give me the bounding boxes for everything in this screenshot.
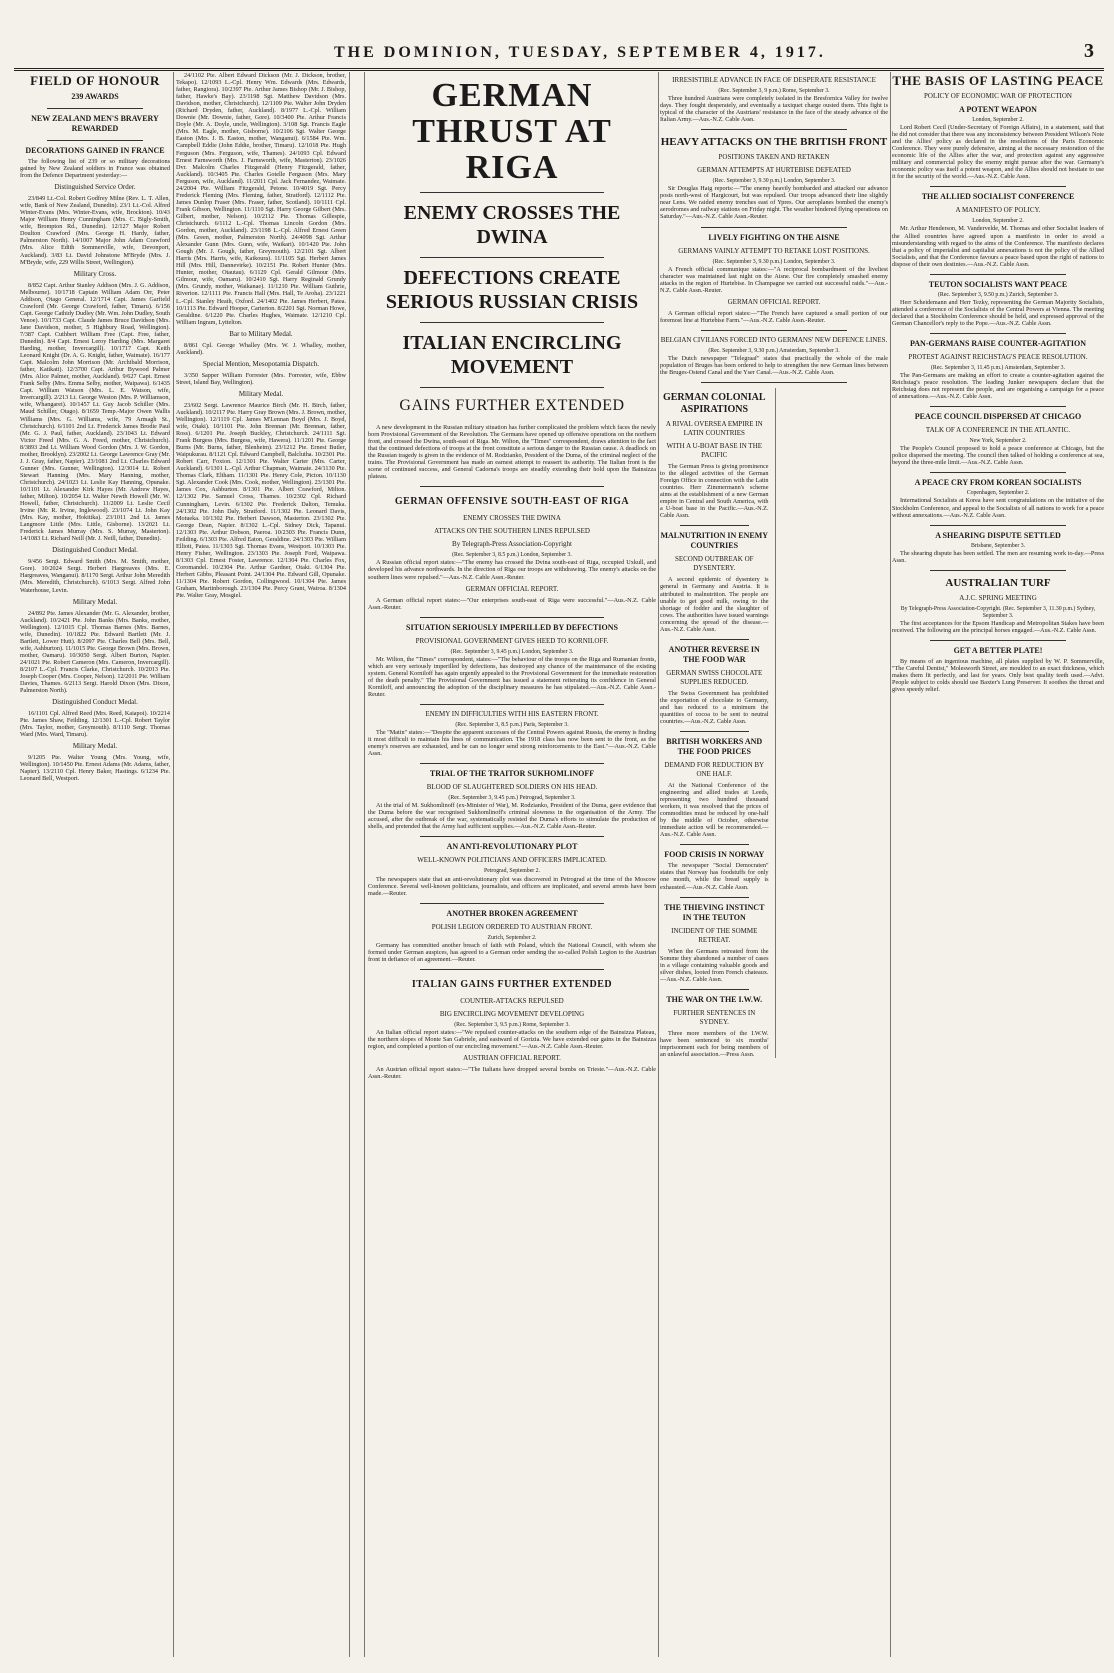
story-subheading: SECOND OUTBREAK OF DYSENTERY. [674, 555, 754, 573]
divider [420, 257, 604, 258]
award-list: 23/849 Lt.-Col. Robert Godfrey Milne (Rev. L. T. Allen, wife, Bank of New Zealand, Dunedin). 23/1 Lt.-Col. Alfred Winter-Evans (Mrs. Winter-Evans, wife, Brockton). 10/43 Major William Henry Cunningham (Mrs. C. Bigly-Smith, wife, Brompton Rd., Dunedin). 12/127 Major Robert Doulton Crawford (Mrs. George H. Hardy, father, Palmerston North). 14/1007 Major John Adam Crawford (Mrs. Alice Edith Sommerville, wife, Devonport, Auckland). 3/83 Lt. David Johnstone M'Bryde (Mrs. J. M'Bryde, wife, 229 Willis Street, Wellington). [20, 195, 170, 266]
story-subheading: TALK OF A CONFERENCE IN THE ATLANTIC. [925, 426, 1071, 435]
newspaper-title: THE DOMINION, TUESDAY, SEPTEMBER 4, 1917. [334, 44, 826, 61]
dateline: (Rec. September 3, 11.45 p.m.) Amsterdam, September 3. [930, 364, 1066, 371]
story-text: The newspaper "Social Democraten" states that Norway has foodstuffs for only one month, while the bread supply is exhausted.—Aus.-N.Z. Cable Assn. [660, 862, 769, 891]
story-headline: LIVELY FIGHTING ON THE AISNE [708, 232, 840, 242]
divider [420, 704, 604, 705]
story-text: The first acceptances for the Epsom Handicap and Metropolitan Stakes have been received. The following are the principal horses engaged.—Aus.-N.Z. Cable Assn. [892, 619, 1104, 634]
story-text: An Austrian official report states:—"The Italians have dropped several bombs on Trieste."—Aus.-N.Z. Cable Assn.-Reuter. [368, 1066, 656, 1081]
divider [420, 387, 604, 388]
dateline: (Rec. September 3, 9.5 p.m.) Rome, September 3. [454, 1021, 570, 1028]
deck-headline: ITALIAN ENCIRCLING MOVEMENT [402, 332, 622, 378]
award-list: 9/1205 Pte. Walter Young (Mrs. Young, wife, Wellington). 10/1450 Pte. Ernest Adams (Mr. Adams, father, Napier). 13/2110 Cpl. Henry Baker, Hastings. 6/1234 Pte. Leonard Bell, Westport. [20, 754, 170, 783]
divider [420, 969, 604, 970]
war-news-column [660, 72, 888, 1657]
story-text: The People's Council proposed to hold a peace conference at Chicago, but the police dispersed the meeting. The council then talked of holding a conference at sea, beyond the three-mile limit.—Aus.-N.Z. Cable Assn. [892, 445, 1104, 467]
story-subheading: A POTENT WEAPON [959, 105, 1037, 114]
section-heading: Bar to Military Medal. [229, 329, 293, 338]
divider [420, 192, 604, 193]
story-headline: TEUTON SOCIALISTS WANT PEACE [928, 279, 1068, 289]
story-subheading: GERMANS VAINLY ATTEMPT TO RETAKE LOST POSITIONS. [678, 246, 870, 255]
story-subheading: ATTACKS ON THE SOUTHERN LINES REPULSED [434, 527, 590, 536]
story-headline: FOOD CRISIS IN NORWAY [664, 850, 765, 860]
story-text: A German official report states:—"The French have captured a small portion of our foremost line at Hurtebise Farm."—Aus.-N.Z. Cable Assn.-Reuter. [660, 309, 888, 324]
award-list: 8/852 Capt. Arthur Stanley Addison (Mrs. J. G. Addison, Melbourne). 10/1718 Captain William Adam Orr, Peter Addison, Otago General. 12/1714 Capt. James Garfield Crawford (Mr. George Crawford, father, Timaru). 6/156 Capt. George Cathidy Dudley (Mr. Wm. John Dudley, South Venoe). 10/1733 Capt. Claude James Bruce Davidson (Mrs. Jane Davidson, mother, 5 Highbury Road, Wellington). 7/387 Capt. Cuthbert William Free (Capt. Free, father, Dunedin). 8/4 Capt. Ernest Leroy Harding (Mrs. Margaret Harding, mother, Invercargill). 10/1717 Capt. Keith Leonard Knight (Dr. A. G. Knight, father, Waimate). 16/177 Capt. Malcolm John Morrison (Mr. Archibald Morrison, father, Katikati). 12/3700 Capt. Arthur Bywood Palmer (Mrs. Alice Palmer, mother, Auckland). 9/627 Capt. Ernest Frank Selby (Mrs. Emma Selby, mother, Waipawa). 6/1435 Capt. William Watson (Mrs. L. E. Watson, wife, Invercargill). 2/213 Lt. George Weston (Mrs. P. Williamson, wife, Whangarei). 10/1457 Lt. Guy Jacob Schiller (Mrs. Maud Schiller, Otago). 8/1659 Temp.-Major Owen Wallis Williams (Mrs. G. Williams, wife, 79 Armagh St., Christchurch). 6/1101 2nd Lt. Frederick James Brodie Paul (Mr. G. J. Paul, father, Auckland). 23/1043 Lt. Edward Victor Freed (Mrs. G. A. Freed, mother, Christchurch). 8/3893 2nd Lt. William Wood Gordon (Mrs. J. W. Gordon, mother, Brooklyn). 23/2002 Lt. George Lawrence Gray (Mr. J. J. Gray, father, Napier). 23/1081 2nd Lt. Charles Edward Gunner (Mrs. Gunner, Wellington). 12/3014 Lt. Robert Stewart Hanning (Mrs. Mary Hanning, mother, Christchurch). 24/1023 Lt. Leslie Kay Hanning, Opunake. 10/1101 Lt. Alexander Kirk Hayes (Mr. Andrew Hayes, father, Milton). 10/2054 Lt. Walter Newth Howell (Mr. W. Howell, father, Christchurch). 11/2009 Lt. Leslie Cecil Irvine (Mr. R. Irvine, Inglewood). 23/1074 Lt. John Kay (Mrs. Kay, mother, Hokitika). 23/1011 2nd Lt. James Langmore Little (Mrs. Little, Gisborne). 13/2021 Lt. Frederick James Murray (Mrs. S. Murray, Masterton). 14/1083 Lt. Richard Neill (Mr. J. Neill, father, Dunedin). [20, 281, 170, 543]
story-text: Three more members of the I.W.W. have been sentenced to six months' imprisonment each for being members of an unlawful association.—Press Assn. [660, 1029, 769, 1058]
story-text: A German official report states:—"Our enterprises south-east of Riga were successful."—Aus.-N.Z. Cable Assn.-Reuter. [368, 596, 656, 611]
story-text: A second epidemic of dysentery is general in Germany and Austria. It is attributed to malnutrition. The people are unable to get good milk, owing to the shortage of fodder and the slaughter of cows. The authorities have issued warnings concerning the spread of the disease.—Aus.-N.Z. Cable Assn. [660, 576, 769, 633]
intro-paragraph: The following list of 239 or so military decorations gained by New Zealand soldiers in France was obtained from the Defence Department yesterday:— [20, 158, 170, 180]
story-headline: A SHEARING DISPUTE SETTLED [935, 530, 1061, 540]
story-text: The Pan-Germans are making an effort to create a counter-agitation against the Reichstag's peace resolution. The leading Junker newspapers declare that the Reichstag does not represent the people, and are organising a campaign for a peace of annexations.—Aus.-N.Z. Cable Assn. [892, 372, 1104, 401]
story-text: Sir Douglas Haig reports:—"The enemy heavily bombarded and attacked our advance posts north-west of Hargicourt, but was repulsed. Our troops advanced their line slightly near Lens. We raided enemy trenches east of Ypres. Our aeroplanes bombed the enemy's aerodromes and railway stations on Friday night. The weather hindered flying operations on Saturday."—Aus.-N.Z. Cable Assn.-Reuter. [660, 185, 888, 221]
story-headline: MALNUTRITION IN ENEMY COUNTRIES [660, 531, 769, 551]
dateline: London, September 2. [972, 218, 1024, 225]
dateline: (Rec. September 3, 9 p.m.) Rome, September 3. [718, 88, 830, 94]
peace-column [892, 72, 1104, 1657]
award-list: 3/350 Sapper William Forrester (Mrs. Forrester, wife, Ebbw Street, Island Bay, Wellington). [176, 371, 346, 386]
story-headline: ENEMY IN DIFFICULTIES WITH HIS EASTERN FRONT. [425, 709, 599, 718]
dateline: Zurich, September 2. [487, 934, 537, 941]
section-heading: Special Mention, Mesopotamia Dispatch. [202, 359, 320, 368]
section-heading: Military Medal. [72, 742, 118, 751]
masthead [14, 22, 1104, 71]
section-heading: Distinguished Conduct Medal. [52, 698, 138, 707]
divider [701, 227, 847, 228]
story-subheading: WELL-KNOWN POLITICIANS AND OFFICERS IMPLICATED. [417, 856, 607, 865]
column-rule [890, 72, 891, 1657]
story-subheading: COUNTER-ATTACKS REPULSED [460, 996, 564, 1005]
divider [701, 129, 847, 130]
divider [680, 639, 749, 640]
subcolumn-right [775, 388, 889, 1058]
divider [420, 836, 604, 837]
story-headline: THE WAR ON THE I.W.W. [666, 994, 763, 1004]
dateline: (Rec. September 3, 9.45 p.m.) Petrograd, September 3. [448, 795, 576, 802]
story-subheading: A.J.C. SPRING MEETING [959, 593, 1037, 602]
field-of-honour-heading: FIELD OF HONOUR [30, 73, 160, 88]
divider [930, 472, 1066, 473]
story-text: Germany has committed another breach of faith with Poland, which the National Council, with whom she formed under German auspices, has agreed to a German order sending the so-called Polish Legion to the Austrian front in defiance of an agreement.—Reuter. [368, 941, 656, 963]
dateline: (Rec. September 3, 9.45 p.m.) London, September 3. [450, 648, 574, 655]
divider [680, 731, 749, 732]
story-text: Lord Robert Cecil (Under-Secretary of Foreign Affairs), in a statement, said that he did not consider that there was any inconsistency between President Wilson's Note and the Allies' policy as declared in the resolutions of the Paris Economic Conference. They were purely defensive, aiming at the necessary restoration of the economic life of the Allies after the war, and protection against any aggressive military and commercial policy the enemy might pursue after the war. Germany's economic policy was itself a potent weapon, and the Allies should not hesitate to use it for the security of the world.—Aus.-N.Z. Cable Assn. [892, 124, 1104, 181]
story-headline: THE ALLIED SOCIALIST CONFERENCE [921, 192, 1075, 202]
story-headline: AUSTRALIAN TURF [945, 576, 1051, 589]
divider [420, 903, 604, 904]
story-headline: ANOTHER REVERSE IN THE FOOD WAR [668, 644, 760, 664]
story-text: The German Press is giving prominence to the alleged activities of the German Foreign Office in connection with the Latin countries. Herr Zimmermann's scheme aims at the establishment of a new German empire in Central and South America, with a U-boat base in the Pacific.—Aus.-N.Z. Cable Assn. [660, 463, 769, 520]
story-subheading: POLICY OF ECONOMIC WAR OF PROTECTION [924, 92, 1072, 100]
story-headline: PEACE COUNCIL DISPERSED AT CHICAGO [914, 412, 1082, 422]
story-subheading: GERMAN OFFICIAL REPORT. [465, 584, 559, 593]
award-list: 23/602 Sergt. Lawrence Maurice Birch (Mr. H. Birch, father, Auckland). 10/2117 Pte. Harry Gray Brown (Mrs. J. Brown, mother, Wellington). 12/1119 Cpl. James M'Lennan Boyd (Mrs. J. Boyd, wife, Otaki). 10/1101 Pte. John Brennan (Mr. Brennan, father, Ross). 6/1201 Pte. Joseph Buckley, Christchurch. 24/1111 Sgt. Frank Burgess (Mrs. Burgess, wife, Hawera). 11/1201 Pte. George Burns (Mr. Burns, father, Blenheim). 23/1212 Pte. Ernest Butler, Waipukurau. 8/1121 Cpl. Edward Campbell, Balclutha. 10/2301 Pte. Robert Carr, Foxton. 12/1301 Pte. Walter Carter (Mrs. Carter, Auckland). 6/1301 L.-Cpl. Arthur Chapman, Waimate. 24/1130 Pte. Thomas Clark, Eltham. 11/1301 Pte. Henry Cole, Picton. 10/1130 Sgt. Alexander Cook (Mrs. Cook, mother, Wellington). 23/1301 Pte. James Cox, Ashburton. 8/1301 Pte. Albert Crawford, Milton. 12/1302 Pte. Samuel Cross, Thames. 10/2302 Cpl. Richard Cunningham, Levin. 6/1302 Pte. Frederick Dalton, Temuka. 24/1302 Pte. John Daly, Stratford. 11/1302 Pte. Leonard Davis, Motueka. 10/1302 Pte. Herbert Dawson, Masterton. 23/1302 Pte. George Dean, Napier. 8/1302 L.-Cpl. Sidney Dick, Tapanui. 12/1303 Pte. Arthur Dobson, Paeroa. 10/2303 Pte. Francis Dunn, Feilding. 6/1303 Pte. Alfred Eaton, Geraldine. 24/1303 Pte. William Elliott, Patea. 11/1303 Sgt. Thomas Evans, Westport. 10/1303 Pte. Henry Fisher, Wellington. 23/1303 Pte. Joseph Ford, Waipawa. 8/1303 Cpl. Ernest Foster, Lawrence. 12/1304 Pte. Charles Fox, Coromandel. 10/2304 Pte. Arthur Gardner, Otaki. 6/1304 Pte. Herbert Gibbs, Pleasant Point. 24/1304 Pte. Edward Gill, Opunake. 11/1304 Pte. Robert Gordon, Collingwood. 10/1304 Pte. James Graham, Martinborough. 23/1304 Pte. Percy Grant, Wairoa. 8/1304 Pte. Walter Gray, Mosgiel. [176, 401, 346, 600]
deck-headline: ENEMY CROSSES THE DWINA [403, 202, 621, 248]
story-subheading: POLISH LEGION ORDERED TO AUSTRIAN FRONT. [431, 922, 593, 931]
divider [420, 322, 604, 323]
award-list: 24/1102 Pte. Albert Edward Dickson (Mr. J. Dickson, brother, Tekapo). 12/1093 L.-Cpl. Henry Wm. Edwards (Mrs. Edwards, father, Rangiora). 10/2397 Pte. Arthur James Bishop (Mr. J. Bishop, father, Hawke's Bay). 23/1198 Sgt. Matthew Davidson (Mrs. Davidson, mother, Christchurch). 12/1109 Pte. Walter John Dryden (Richard Dryden, father, Auckland). 8/1977 L.-Cpl. William Downie (Mr. Downie, father, Gore). 10/3400 Pte. Arthur Francis Doyle (Mr. A. Doyle, uncle, Wellington). 3/108 Sgt. Francis Eagle (Mrs. M. Eagle, mother, Gisborne). 10/2106 Sgt. Walter George Easton (Mrs. J. B. Easton, mother, Wanganui). 6/1584 Pte. Wm. Campbell Eddie (John Eddie, brother, Timaru). 12/1018 Pte. Hugh Ferguson (Mrs. Ferguson, wife, Thames). 24/1093 Cpl. Edward Ernest Farnsworth (Mrs. J. Farnsworth, wife, Masterton). 23/1026 Dvr. Malcolm Charles Fitzgerald (Henry Fitzgerald, father, Auckland). 10/3405 Pte. Charles Gotelle Ferguson (Mrs. Mary Ferguson, wife, Auckland). 11/2011 Cpl. Jack Fernandez, Waimate. 24/2004 Pte. William Fitzgerald, Petone. 10/4019 Sgt. Percy Frederick Fleming (Mrs. Fleming, father, Stratford). 12/1112 Pte. James Dunlop Fraser (Mrs. Fraser, father, Scotland). 10/1111 Cpl. Frank Gibson, Wellington. 11/1110 Sgt. Harry George Gilbert (Mrs. Gilbert, mother, Nelson). 10/2112 Pte. Thomas Gillespie, Christchurch. 6/1112 L.-Cpl. Thomas Lincoln Gordon (Mrs. Gordon, mother, Auckland). 23/1198 L.-Cpl. Alfred Ernest Green (Mrs. Green, mother, Palmerston North). 24/4098 Sgt. Arthur Alexander Gunn (Mrs. Gunn, wife, Waikari). 10/1420 Pte. John Gough (Mr. J. Gough, father, Greymouth). 12/2101 Sgt. Albert Harris (Mrs. Harris, wife, Kaikoura). 11/1105 Sgt. Herbert James Hill (Mrs. Hill, Dannevirke). 10/2151 Pte. Robert Hunter (Mrs. Hunter, mother, Otautau). 6/1129 Cpl. Gerald Gilmour (Mrs. Gilmour, wife, Oamaru). 10/2410 Sgt. Harry Reginald Grundy (Mrs. Grundy, mother, Waikanae). 11/1210 Pte. William Guthrie, Riverton. 12/1111 Pte. Francis Hall (Mrs. Hall, Te Aroha). 23/1221 L.-Cpl. Stanley Heath, Oxford. 24/1402 Pte. James Herbert, Patea. 10/1113 Pte. Edward Hooper, Carterton. 8/2201 Sgt. Norman Howe, Geraldine. 6/1220 Pte. Charles Hughes, Waimate. 12/1210 Cpl. William Ingram, Lyttelton. [176, 72, 346, 326]
lead-paragraph: A new development in the Russian military situation has further complicated the problem which faces the newly born Provisional Government of the Revolution. The Germans have opened up offensive operations on the northern front, and crossed the Dwina, south-east of Riga. Mr. Wilton, the "Times" correspondent, draws attention to the fact that the continued defections of troops at the front constitute a serious danger to the Russian cause. A deadlock on the Russian tragedy is given in the evidence of M. Rodzianko, President of the Duma, of the criminal neglect of the trains. The Provisional Government has made an earnest attempt to reassert its authority. The Italian front is the scene of continued success, and General Cadorna's troops are steadily extending their hold upon the Bainsizza plateau. [368, 424, 656, 481]
story-text: An Italian official report states:—"We repulsed counter-attacks on the southern edge of the Bainsizza Plateau, the northern slopes of Monte San Gabriele, and eastward of Gorizia. We have extended our gains in the Bainsizza region, and completed a portion of our encircling movement."—Aus.-N.Z. Cable Assn.-Reuter. [368, 1028, 656, 1050]
story-headline: A PEACE CRY FROM KOREAN SOCIALISTS [914, 478, 1082, 488]
deck-headline: GAINS FURTHER EXTENDED [399, 397, 625, 414]
dateline: Brisbane, September 3. [970, 542, 1026, 549]
column-rule [173, 72, 174, 1657]
divider [420, 486, 604, 487]
story-headline: ANOTHER BROKEN AGREEMENT [446, 908, 578, 918]
divider [420, 617, 604, 618]
story-headline: AN ANTI-REVOLUTIONARY PLOT [446, 842, 578, 852]
dateline: (Rec. September 3, 9.50 p.m.) Zurich, September 3. [937, 291, 1059, 298]
page-number: 3 [1084, 40, 1094, 62]
award-list: 9/456 Sergt. Edward Smith (Mrs. M. Smith, mother, Gore). 10/2024 Sergt. Herbert Hargreaves (Mrs. E. Hargreaves, Wanganui). 8/1170 Sergt. Arthur John Meredith (Mrs. Meredith, Christchurch). 6/1013 Sergt. Alfred John Waterhouse, Levin. [20, 558, 170, 594]
dateline: (Rec. September 3, 9.30 p.m.) Amsterdam, September 3. [708, 347, 840, 354]
story-subheading: A MANIFESTO OF POLICY. [955, 206, 1041, 215]
section-heading: Distinguished Conduct Medal. [52, 546, 138, 555]
narrow-gutter [352, 72, 362, 1657]
deck-headline: DEFECTIONS CREATE SERIOUS RUSSIAN CRISIS [385, 267, 639, 313]
divider [930, 570, 1066, 571]
divider [701, 382, 847, 383]
story-subheading: A RIVAL OVERSEA EMPIRE IN LATIN COUNTRIES [665, 420, 763, 438]
divider [930, 406, 1066, 407]
story-text: A French official communique states:—"A reciprocal bombardment of the liveliest character was maintained last night on the Aisne. Our fire completely smashed enemy attacks in the region of Hurtebise. In Champagne we carried out successful raids."—Aus.-N.Z. Cable Assn.-Reuter. [660, 265, 888, 294]
story-subheading: BIG ENCIRCLING MOVEMENT DEVELOPING [439, 1009, 585, 1018]
story-text: Herr Scheidemann and Herr Tezky, representing the German Majority Socialists, attended a conference of the Socialists of the Central Powers at Vienna. The meeting declared that a Stockholm Conference should be held, and expressed approval of the German Chancellor's reply to the Pope.—Aus.-N.Z. Cable Assn. [892, 298, 1104, 327]
award-list: 16/1101 Cpl. Alfred Reed (Mrs. Reed, Kaiapoi). 10/2214 Pte. James Shaw, Feilding. 12/1301 L.-Cpl. Robert Taylor (Mrs. Taylor, mother, Greymouth). 8/1110 Sergt. Thomas Ward (Mrs. Ward, Timaru). [20, 710, 170, 739]
divider [701, 330, 847, 331]
story-headline: THE THIEVING INSTINCT IN THE TEUTON [664, 902, 765, 922]
award-list: 24/892 Pte. James Alexander (Mr. G. Alexander, brother, Auckland). 10/2421 Pte. John Banks (Mrs. Banks, mother, Wellington). 12/1015 Cpl. Thomas Barnes (Mrs. Barnes, wife, Dunedin). 10/1822 Pte. Edward Bartlett (Mr. J. Bartlett, Lower Hutt). 8/2097 Pte. Charles Bell (Mrs. Bell, wife, Ashburton). 11/1015 Pte. George Brown (Mrs. Brown, mother, Oamaru). 10/3050 Sergt. Albert Burton, Napier. 24/1021 Pte. Robert Cameron (Mrs. Cameron, Invercargill). 8/2107 L.-Cpl. Francis Clarke, Christchurch. 10/2013 Pte. Joseph Cooper (Mrs. Cooper, Nelson). 12/2011 Pte. William Davies, Thames. 6/2113 Sergt. Harold Dixon (Mrs. Dixon, Palmerston North). [20, 609, 170, 695]
awards-continuation-column [176, 72, 346, 1657]
story-subheading: INCIDENT OF THE SOMME RETREAT. [671, 926, 758, 944]
column-rule [349, 72, 350, 1657]
dateline: (Rec. September 3, 9.30 p.m.) London, September 3. [712, 178, 836, 185]
divider [420, 763, 604, 764]
section-heading: Military Medal. [238, 389, 284, 398]
story-headline: SITUATION SERIOUSLY IMPERILLED BY DEFECTIONS [406, 622, 618, 632]
story-text: Mr. Arthur Henderson, M. Vandervelde, M. Thomas and other Socialist leaders of the Allied countries have agreed upon a manifesto in order to avoid a misunderstanding with regard to the aims of the Conference. The manifesto declares that a policy of imperialist and capitalist annexations is not the policy of the Allied Socialists, and that the Conference favours a peace based upon the right of nations to dispose of their own destinies.—Aus.-N.Z. Cable Assn. [892, 225, 1104, 268]
story-subheading: BLOOD OF SLAUGHTERED SOLDIERS ON HIS HEAD. [426, 783, 598, 792]
section-heading: Distinguished Service Order. [54, 183, 136, 192]
story-subheading: WITH A U-BOAT BASE IN THE PACIFIC [666, 442, 763, 460]
divider [930, 525, 1066, 526]
section-heading: Military Cross. [73, 269, 117, 278]
story-text: At the trial of M. Sukhomlinoff (ex-Minister of War), M. Rodzianko, President of the Duma, gave evidence that the Duma before the war recognised Sukhomlinoff's criminal slowness in the organisation of the Army. The accused, after the outbreak of the war, systematically resisted the Duma's efforts to stimulate the production of shells, and pretended that the Army had sufficient supplies.—Aus.-N.Z. Cable Assn.-Reuter. [368, 802, 656, 831]
divider [680, 844, 749, 845]
story-headline: ITALIAN GAINS FURTHER EXTENDED [411, 978, 613, 990]
story-text: At the National Conference of the engineering and allied trades at Leeds, representing two hundred thousand workers, it was resolved that the prices of commodities must be reduced by one-half by the middle of October, otherwise immediate action will be recommended.—Aus.-N.Z. Cable Assn. [660, 782, 769, 839]
story-subheading: GERMAN SWISS CHOCOLATE SUPPLIES REDUCED. [666, 668, 763, 686]
dateline: (Rec. September 3, 8.5 p.m.) Paris, September 3. [455, 721, 569, 728]
story-subheading: GERMAN ATTEMPTS AT HURTEBISE DEFEATED [697, 166, 851, 175]
field-of-honour-column [20, 72, 170, 1657]
story-subheading: FURTHER SENTENCES IN SYDNEY. [673, 1008, 756, 1026]
subheading: DECORATIONS GAINED IN FRANCE [25, 146, 165, 155]
divider [680, 897, 749, 898]
story-text: The shearing dispute has been settled. The men are resuming work to-day.—Press Assn. [892, 549, 1104, 564]
story-text: International Socialists at Korea have sent congratulations on the initiative of the Stockholm Conference, and appeal to the Socialists of all nations to work for a peace without annexations.—Aus.-N.Z. Cable Assn. [892, 497, 1104, 519]
advertisement-heading: GET A BETTER PLATE! [953, 645, 1043, 655]
column-rule [364, 72, 365, 1657]
dateline: (Rec. September 3, 8.5 p.m.) London, September 3. [452, 552, 572, 559]
story-text: Mr. Wilton, the "Times" correspondent, states:—"The behaviour of the troops on the Riga and Rumanian fronts, which are very seriously imperilled by defections, has destroyed any chance of the maintenance of the existing system. General Korniloff has again urgently appealed to the Provisional Government for the immediate restoration of the death penalty." The Provisional Government has issued a statement reiterating its confidence in General Korniloff, and announcing the adoption of the disciplinary measures he has stipulated.—Aus.-N.Z. Cable Assn.-Reuter. [368, 655, 656, 698]
story-headline: HEAVY ATTACKS ON THE BRITISH FRONT [660, 136, 888, 149]
divider [680, 989, 749, 990]
story-headline: GERMAN COLONIAL ASPIRATIONS [662, 392, 766, 416]
story-text: The Swiss Government has prohibited the exportation of chocolate to Germany, and has reduced to a minimum the quantities of cocoa to be sent to neutral countries.—Aus.-N.Z. Cable Assn. [660, 689, 769, 725]
divider [680, 525, 749, 526]
story-headline: BRITISH WORKERS AND THE FOOD PRICES [666, 737, 763, 757]
story-subheading: DEMAND FOR REDUCTION BY ONE HALF. [664, 761, 765, 779]
story-subheading: POSITIONS TAKEN AND RETAKEN [718, 153, 830, 162]
story-headline: GERMAN OFFENSIVE SOUTH-EAST OF RIGA [394, 496, 630, 508]
story-headline: PAN-GERMANS RAISE COUNTER-AGITATION [909, 338, 1086, 348]
riga-story-column [368, 72, 656, 1657]
main-headline: GERMAN THRUST AT RIGA [412, 77, 612, 186]
divider [930, 186, 1066, 187]
story-text: When the Germans retreated from the Somme they abandoned a number of cases in a village containing valuable goods and silver dishes, looted from French chateaux.—Aus.-N.Z. Cable Assn. [660, 947, 769, 983]
dateline: Petrograd, September 2. [483, 868, 541, 875]
story-text: A Russian official report states:—"The enemy has crossed the Dvina south-east of Riga, occupied Uxkull, and developed his advance northwards. In the direction of Riga our troops are withdrawing. The enemy's attacks on the southern lines were repulsed."—Aus.-N.Z. Cable Assn.-Reuter. [368, 559, 656, 581]
story-text: The "Matin" states:—"Despite the apparent successes of the Central Powers against Russia, the enemy is finding it most difficult to maintain his lines of communication. The 1918 class has now been sent to the front, as the enemy's reserves are exhausted, and he can no longer send strong reinforcements to the East."—Aus.-N.Z. Cable Assn. [368, 729, 656, 758]
divider [47, 108, 143, 109]
story-subheading: AUSTRIAN OFFICIAL REPORT. [463, 1054, 561, 1063]
award-list: 8/861 Cpl. George Whalley (Mrs. W. J. Whalley, mother, Auckland). [176, 341, 346, 356]
story-headline: THE BASIS OF LASTING PEACE [892, 73, 1104, 88]
advertisement-text: By means of an ingenious machine, all plates supplied by W. P. Sommerville, "The Careful Dentist," Molesworth Street, are moulded to an exact thickness, which makes them fit perfectly, and last for years. Only best quality teeth used.—Advt. People subject to colds should use Baxter's Lung Preserver. It soothes the throat and gives speedy relief. [892, 657, 1104, 694]
divider [47, 140, 143, 141]
story-subheading: PROTEST AGAINST REICHSTAG'S PEACE RESOLUTION. [908, 352, 1088, 361]
divider [930, 274, 1066, 275]
credit-line: By Telegraph-Press Association-Copyright [452, 540, 572, 549]
divider [930, 333, 1066, 334]
story-text: The Dutch newspaper "Telegraaf" states that practically the whole of the male population of Bruges has been ordered to help to strengthen the new German lines between the Bruges-Ostend Canal and the Yser Canal.—Aus.-N.Z. Cable Assn. [660, 354, 888, 376]
story-text: Three hundred Austrians were completely isolated in the Bresfornica Valley for twelve days. They fought desperately, and eventually a taxiquet charge ousted them. This fight is typical of the character of the Austrians' resistance in the face of the steady advance of the Italian Army.—Aus.-N.Z. Cable Assn. [660, 95, 888, 124]
dateline: (Rec. September 3, 9.30 p.m.) London, September 3. [712, 258, 836, 265]
dateline: Copenhagen, September 2. [966, 490, 1030, 497]
story-subheading: ENEMY CROSSES THE DWINA [463, 514, 561, 523]
story-subheading: GERMAN OFFICIAL REPORT. [727, 297, 821, 306]
story-text: The newspapers state that an anti-revolutionary plot was discovered in Petrograd at the time of the Moscow Conference. Several well-known politicians, journalists, and officers are implicated, and several arrests have been made.—Reuter. [368, 875, 656, 897]
dateline: London, September 2. [972, 117, 1024, 123]
story-headline: BELGIAN CIVILIANS FORCED INTO GERMANS' NEW DEFENCE LINES. [660, 335, 888, 344]
subcolumn-left [660, 388, 769, 1058]
subheading: NEW ZEALAND MEN'S BRAVERY REWARDED [31, 114, 159, 133]
dateline: New York, September 2. [969, 438, 1027, 445]
awards-count: 239 AWARDS [71, 92, 119, 101]
divider [930, 640, 1066, 641]
story-headline: TRIAL OF THE TRAITOR SUKHOMLINOFF [429, 769, 595, 779]
dateline: By Telegraph-Press Association-Copyright. (Rec. September 3, 11.30 p.m.) Sydney, September 3. [900, 605, 1096, 619]
split-section [660, 388, 888, 1058]
story-subheading: PROVISIONAL GOVERNMENT GIVES HEED TO KORNILOFF. [415, 636, 609, 645]
column-rule [658, 72, 659, 1657]
section-heading: Military Medal. [72, 597, 118, 606]
story-headline: IRRESISTIBLE ADVANCE IN FACE OF DESPERATE RESISTANCE [672, 76, 876, 84]
